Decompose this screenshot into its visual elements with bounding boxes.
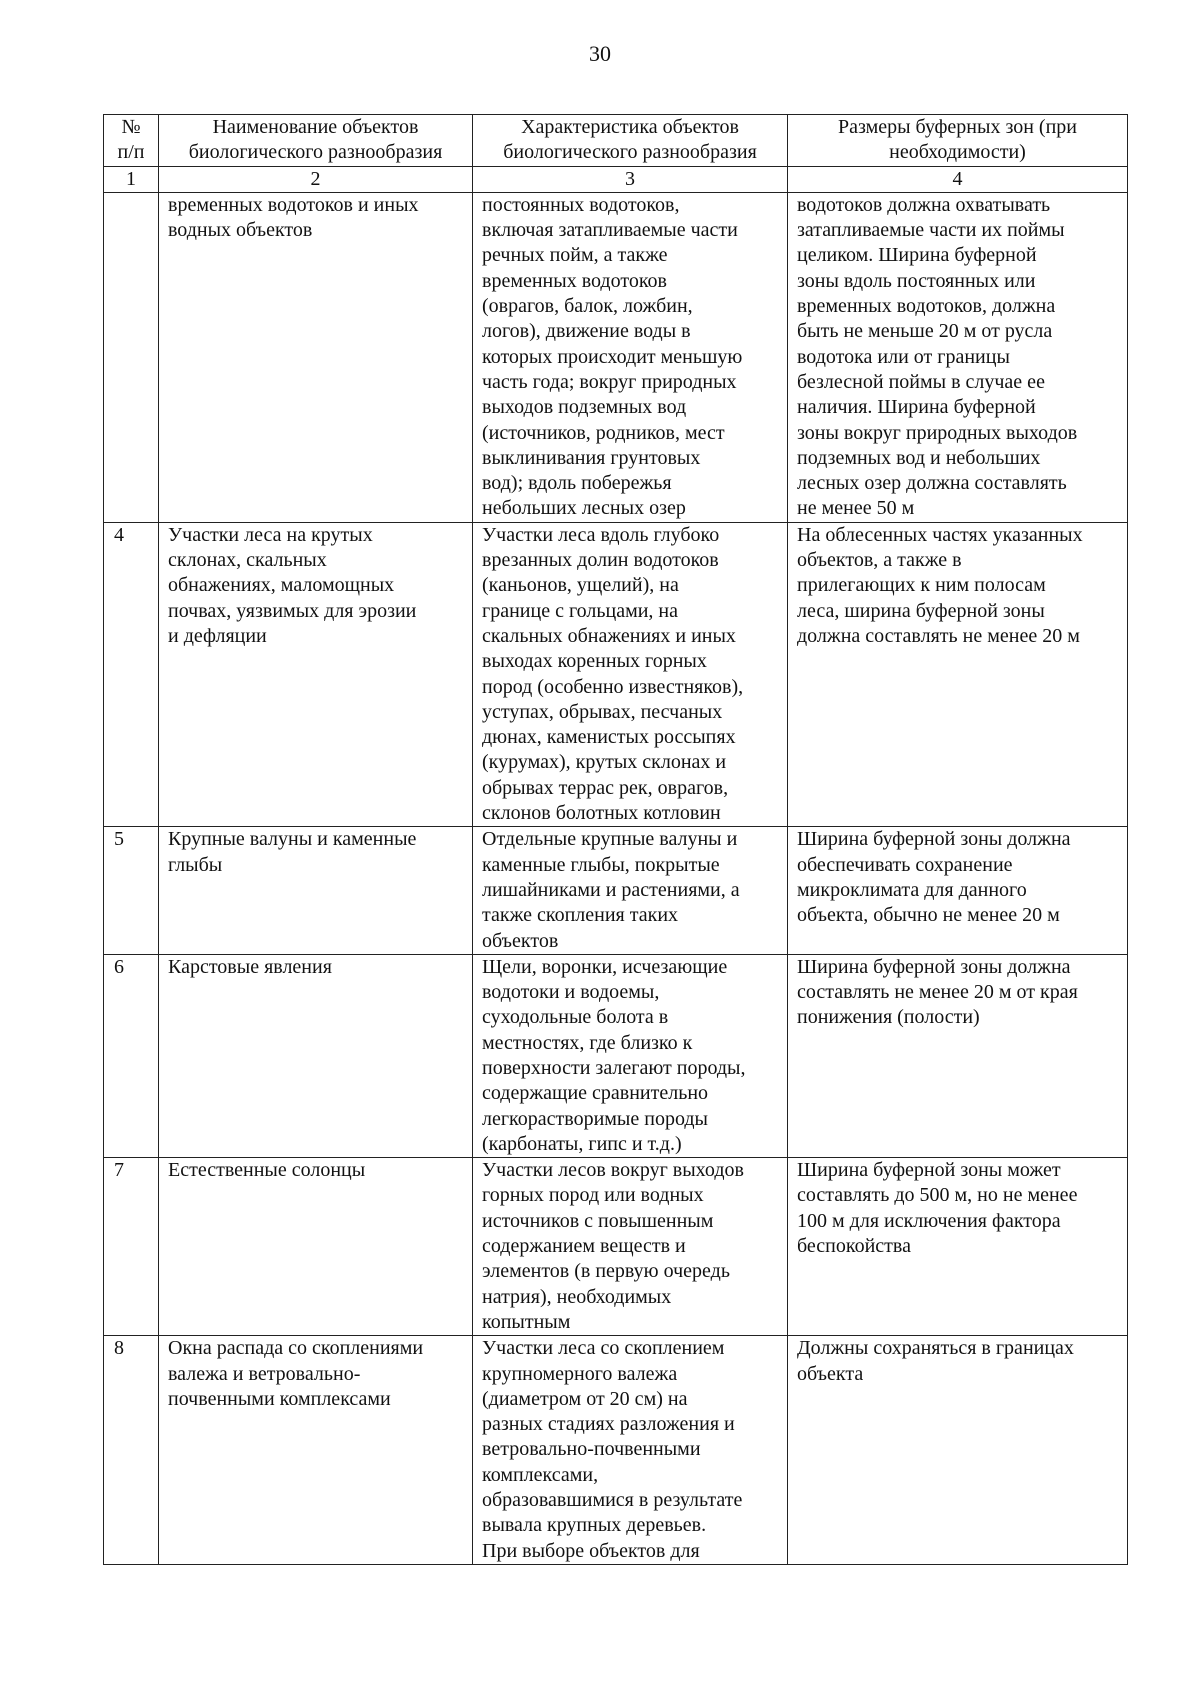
object-characteristic-cell [473, 954, 788, 1157]
cell-text-line: наличия. Ширина буферной [797, 396, 1036, 419]
cell-text-line: Должны сохраняться в границах [797, 1337, 1074, 1360]
cell-text-line: склонах, скальных [168, 549, 327, 572]
cell-text-line: прилегающих к ним полосам [797, 574, 1046, 597]
cell-text-line: должна составлять не менее 20 м [797, 624, 1080, 647]
cell-text-line: лесных озер должна составлять [797, 472, 1067, 495]
cell-text-line: уступах, обрывах, песчаных [482, 700, 723, 723]
cell-text-line: 8 [114, 1337, 124, 1360]
cell-text-line: (источников, родников, мест [482, 421, 725, 444]
cell-text-line: микроклимата для данного [797, 878, 1027, 901]
cell-text-line: № [121, 116, 141, 138]
cell-text-line: содержанием веществ и [482, 1235, 686, 1258]
cell-text-line: подземных вод и небольших [797, 446, 1041, 469]
cell-text-line: (каньонов, ущелий), на [482, 574, 679, 597]
cell-text-line: границе с гольцами, на [482, 599, 679, 622]
buffer-size-cell [788, 1158, 1128, 1336]
cell-text-line: водотока или от границы [797, 345, 1010, 368]
cell-text-line: ветровально-почвенными [482, 1438, 701, 1461]
cell-text-line: вод); вдоль побережья [482, 472, 672, 495]
cell-text-line: временных водотоков, должна [797, 295, 1056, 318]
cell-text-line: каменные глыбы, покрытые [482, 853, 720, 876]
cell-text-line: временных водотоков и иных [168, 193, 419, 216]
cell-text-line: объекта [797, 1362, 864, 1385]
object-name-cell [159, 954, 473, 1157]
cell-text-line: Крупные валуны и каменные [168, 828, 417, 851]
buffer-size-cell [788, 192, 1128, 522]
cell-text-line: обеспечивать сохранение [797, 853, 1013, 876]
cell-text-line: не менее 50 м [797, 497, 915, 520]
row-number-cell [104, 192, 159, 522]
cell-text-line: При выборе объектов для [482, 1539, 700, 1562]
cell-text-line: склонов болотных котловин [482, 802, 721, 825]
table-row [104, 1336, 1128, 1565]
cell-text-line: (курумах), крутых склонах и [482, 751, 727, 774]
cell-text-line: образовавшимися в результате [482, 1489, 743, 1512]
column-number-cell: 4 [788, 166, 1128, 192]
cell-text-line: скальных обнажениях и иных [482, 624, 736, 647]
row-number-cell [104, 954, 159, 1157]
cell-text-line: копытным [482, 1310, 571, 1333]
cell-text-line: Участки леса со скоплением [482, 1337, 725, 1360]
header-object-characteristic [473, 115, 788, 167]
cell-text-line: элементов (в первую очередь [482, 1260, 730, 1283]
cell-text-line: крупномерного валежа [482, 1362, 678, 1385]
row-number-cell [104, 1158, 159, 1336]
cell-text-line: также скопления таких [482, 904, 679, 927]
cell-text-line: объекта, обычно не менее 20 м [797, 904, 1060, 927]
column-number-cell: 1 [104, 166, 159, 192]
page-number: 30 [589, 41, 611, 66]
cell-text-line: быть не меньше 20 м от русла [797, 320, 1053, 343]
cell-text-line: временных водотоков [482, 269, 667, 292]
cell-text-line: объектов, а также в [797, 549, 962, 572]
cell-text-line: дюнах, каменистых россыпях [482, 726, 736, 749]
cell-text-line: п/п [117, 141, 145, 164]
cell-text-line: Отдельные крупные валуны и [482, 828, 738, 851]
cell-text-line: которых происходит меньшую [482, 345, 743, 368]
column-number-row [104, 166, 1128, 192]
cell-text-line: Окна распада со скоплениями [168, 1337, 424, 1360]
cell-text-line: валежа и ветровально- [168, 1362, 361, 1385]
cell-text-line: водотоков должна охватывать [797, 193, 1051, 216]
cell-text-line: Карстовые явления [168, 955, 332, 978]
cell-text-line: натрия), необходимых [482, 1285, 672, 1308]
cell-text-line: Естественные солонцы [168, 1159, 366, 1182]
cell-text-line: постоянных водотоков, [482, 193, 680, 216]
buffer-size-cell [788, 1336, 1128, 1565]
cell-text-line: легкорастворимые породы [482, 1107, 708, 1130]
cell-text-line: целиком. Ширина буферной [797, 244, 1037, 267]
cell-text-line: составлять не менее 20 м от края [797, 981, 1078, 1004]
cell-text-line: 100 м для исключения фактора [797, 1209, 1061, 1232]
cell-text-line: водных объектов [168, 219, 313, 242]
object-name-cell [159, 192, 473, 522]
cell-text-line: местностях, где близко к [482, 1031, 693, 1054]
cell-text-line: 6 [114, 955, 124, 978]
object-name-cell [159, 827, 473, 954]
buffer-zones-table [103, 114, 1128, 1565]
cell-text-line: Характеристика объектов [521, 116, 739, 138]
cell-text-line: биологического разнообразия [188, 141, 443, 164]
cell-text-line: безлесной поймы в случае ее [797, 370, 1045, 393]
cell-text-line: Ширина буферной зоны должна [797, 955, 1071, 978]
object-name-cell [159, 522, 473, 827]
cell-text-line: зоны вокруг природных выходов [797, 421, 1078, 444]
cell-text-line: Ширина буферной зоны должна [797, 828, 1071, 851]
cell-text-line: содержащие сравнительно [482, 1082, 709, 1105]
cell-text-line: небольших лесных озер [482, 497, 686, 520]
cell-text-line: речных пойм, а также [482, 244, 668, 267]
cell-text-line: выходов подземных вод [482, 396, 687, 419]
object-characteristic-cell [473, 1336, 788, 1565]
row-number-cell [104, 522, 159, 827]
table-header-row [104, 115, 1128, 167]
cell-text-line: обнажениях, маломощных [168, 574, 395, 597]
cell-text-line: понижения (полости) [797, 1006, 980, 1029]
cell-text-line: Участки леса на крутых [168, 523, 373, 546]
cell-text-line: (оврагов, балок, ложбин, [482, 295, 693, 318]
column-number-cell: 3 [473, 166, 788, 192]
cell-text-line: Наименование объектов [212, 116, 419, 138]
cell-text-line: объектов [482, 929, 559, 952]
cell-text-line: горных пород или водных [482, 1184, 704, 1207]
cell-text-line: источников с повышенным [482, 1209, 714, 1232]
cell-text-line: 7 [114, 1159, 124, 1182]
cell-text-line: комплексами, [482, 1463, 599, 1486]
cell-text-line: водотоки и водоемы, [482, 981, 660, 1004]
header-object-name [159, 115, 473, 167]
cell-text-line: Участки лесов вокруг выходов [482, 1159, 744, 1182]
cell-text-line: врезанных долин водотоков [482, 549, 719, 572]
cell-text-line: глыбы [168, 853, 223, 876]
cell-text-line: 5 [114, 828, 124, 851]
header-number [104, 115, 159, 167]
cell-text-line: выклинивания грунтовых [482, 446, 701, 469]
cell-text-line: выходах коренных горных [482, 650, 707, 673]
cell-text-line: составлять до 500 м, но не менее [797, 1184, 1078, 1207]
cell-text-line: включая затапливаемые части [482, 219, 738, 242]
cell-text-line: Ширина буферной зоны может [797, 1159, 1061, 1182]
cell-text-line: лишайниками и растениями, а [482, 878, 740, 901]
column-number-cell: 2 [159, 166, 473, 192]
object-characteristic-cell [473, 522, 788, 827]
cell-text-line: Щели, воронки, исчезающие [482, 955, 728, 978]
cell-text-line: беспокойства [797, 1235, 911, 1258]
cell-text-line: (диаметром от 20 см) на [482, 1387, 688, 1410]
object-characteristic-cell [473, 1158, 788, 1336]
cell-text-line: обрывах террас рек, оврагов, [482, 776, 729, 799]
cell-text-line: необходимости) [889, 141, 1026, 164]
cell-text-line: логов), движение воды в [482, 320, 691, 343]
cell-text-line: Размеры буферных зон (при [837, 116, 1078, 138]
cell-text-line: поверхности залегают породы, [482, 1056, 746, 1079]
cell-text-line: На облесенных частях указанных [797, 523, 1083, 546]
buffer-size-cell [788, 827, 1128, 954]
cell-text-line: зоны вдоль постоянных или [797, 269, 1036, 292]
object-name-cell [159, 1336, 473, 1565]
buffer-size-cell [788, 954, 1128, 1157]
row-number-cell [104, 827, 159, 954]
cell-text-line: почвенными комплексами [168, 1387, 391, 1410]
cell-text-line: 4 [114, 523, 124, 546]
cell-text-line: Участки леса вдоль глубоко [482, 523, 720, 546]
table-row [104, 954, 1128, 1157]
cell-text-line: суходольные болота в [482, 1006, 669, 1029]
cell-text-line: леса, ширина буферной зоны [797, 599, 1045, 622]
cell-text-line: вывала крупных деревьев. [482, 1514, 707, 1537]
row-number-cell [104, 1336, 159, 1565]
cell-text-line: биологического разнообразия [503, 141, 757, 164]
cell-text-line: затапливаемые части их поймы [797, 219, 1065, 242]
cell-text-line: (карбонаты, гипс и т.д.) [482, 1132, 682, 1155]
cell-text-line: часть года; вокруг природных [482, 370, 737, 393]
table-row [104, 192, 1128, 522]
table-row [104, 1158, 1128, 1336]
buffer-size-cell [788, 522, 1128, 827]
cell-text-line: пород (особенно известняков), [482, 675, 744, 698]
table-row [104, 827, 1128, 954]
table-row [104, 522, 1128, 827]
cell-text-line: разных стадиях разложения и [482, 1413, 735, 1436]
object-name-cell [159, 1158, 473, 1336]
cell-text-line: почвах, уязвимых для эрозии [168, 599, 417, 622]
object-characteristic-cell [473, 192, 788, 522]
cell-text-line: и дефляции [168, 624, 267, 647]
header-buffer-size [788, 115, 1128, 167]
object-characteristic-cell [473, 827, 788, 954]
